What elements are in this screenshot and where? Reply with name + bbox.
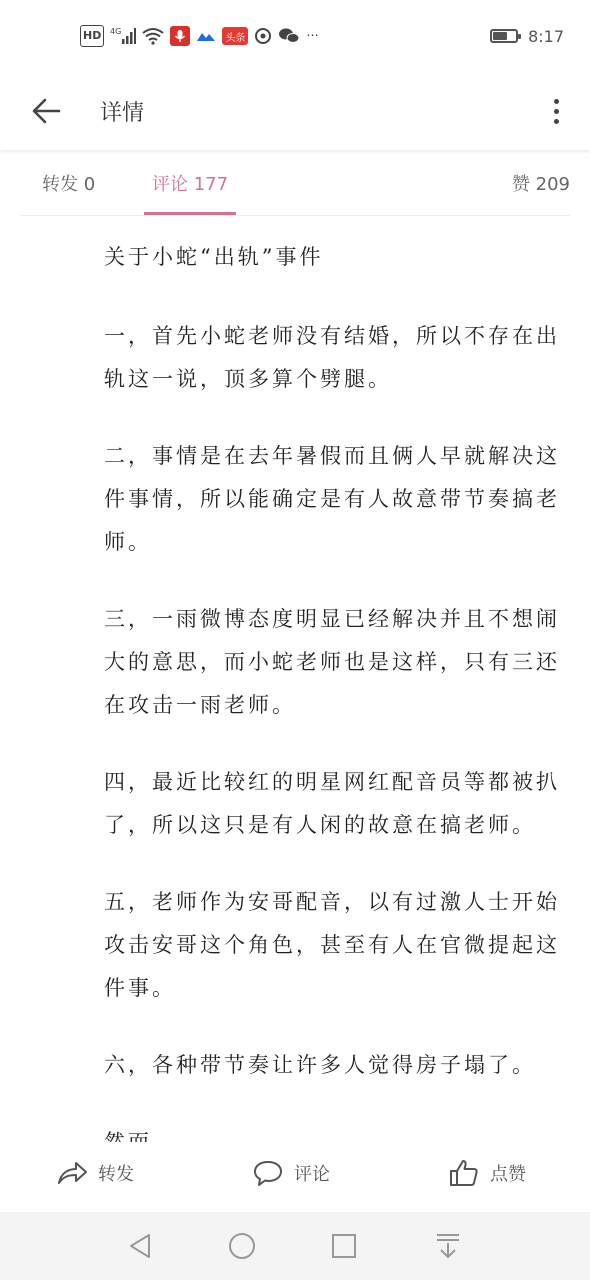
more-dot-icon — [554, 99, 559, 104]
more-options-button[interactable] — [546, 89, 566, 133]
wechat-icon — [278, 26, 300, 46]
back-button[interactable] — [24, 89, 68, 133]
more-notifications-icon: ··· — [306, 28, 319, 44]
comment-button[interactable] — [252, 1159, 330, 1187]
toutiao-app-icon: 头条 — [222, 27, 248, 45]
notification-pull-icon — [434, 1231, 462, 1261]
nav-back-button[interactable] — [124, 1230, 156, 1262]
tab-repost[interactable]: 转发 0 — [42, 174, 96, 195]
page-title: 详情 — [100, 100, 145, 126]
post-paragraph-4: 四，最近比较红的明星网红配音员等都被扒了，所以这只是有人闲的故意在搞老师。 — [104, 770, 560, 837]
battery-icon — [490, 29, 518, 43]
battery-fill — [493, 32, 507, 40]
like-label: 点赞 — [490, 1164, 526, 1185]
nav-home-button[interactable] — [226, 1230, 258, 1262]
signal-type-label: 4G — [110, 27, 122, 36]
mountain-app-icon — [196, 26, 216, 46]
action-bar — [0, 1142, 590, 1204]
status-bar — [0, 0, 590, 72]
post-content — [104, 236, 564, 1164]
home-circle-icon — [227, 1231, 257, 1261]
status-icons — [80, 25, 319, 47]
status-right — [490, 27, 564, 46]
post-title: 关于小蛇“出轨”事件 — [104, 245, 324, 269]
like-button[interactable] — [448, 1158, 526, 1188]
status-time: 8:17 — [528, 26, 564, 46]
comment-label: 评论 — [294, 1164, 330, 1185]
repost-label: 转发 — [98, 1164, 134, 1185]
back-triangle-icon — [127, 1232, 153, 1260]
post-paragraph-1: 一，首先小蛇老师没有结婚，所以不存在出轨这一说，顶多算个劈腿。 — [104, 324, 560, 391]
more-dot-icon — [554, 119, 559, 124]
tab-like[interactable]: 赞 209 — [511, 174, 570, 195]
app-bar — [0, 72, 590, 150]
system-nav-bar — [0, 1212, 590, 1280]
detail-tabs — [20, 152, 570, 216]
recent-square-icon — [330, 1232, 358, 1260]
more-dot-icon — [554, 109, 559, 114]
post-paragraph-5: 五，老师作为安哥配音，以有过激人士开始攻击安哥这个角色，甚至有人在官微提起这件事。 — [104, 890, 560, 1000]
tab-comment[interactable]: 评论 177 — [152, 174, 229, 195]
post-paragraph-6: 六，各种带节奏让许多人觉得房子塌了。 — [104, 1053, 536, 1077]
post-paragraph-3: 三，一雨微博态度明显已经解决并且不想闹大的意思，而小蛇老师也是这样，只有三还在攻击一雨老师。 — [104, 607, 560, 717]
hd-icon: HD — [80, 25, 104, 47]
signal-icon — [110, 26, 136, 46]
nav-recent-button[interactable] — [328, 1230, 360, 1262]
wifi-icon — [142, 26, 164, 46]
share-arrow-icon — [56, 1159, 88, 1187]
speech-bubble-icon — [252, 1159, 284, 1187]
post-paragraph-2: 二，事情是在去年暑假而且俩人早就解决这件事情，所以能确定是有人故意带节奏搞老师。 — [104, 444, 560, 554]
arrow-left-icon — [31, 98, 61, 124]
thumbs-up-icon — [448, 1158, 480, 1188]
active-tab-indicator — [144, 212, 236, 215]
nav-notification-button[interactable] — [432, 1230, 464, 1262]
browser-app-icon — [254, 26, 272, 46]
mic-app-icon — [170, 26, 190, 46]
repost-button[interactable] — [56, 1159, 134, 1187]
